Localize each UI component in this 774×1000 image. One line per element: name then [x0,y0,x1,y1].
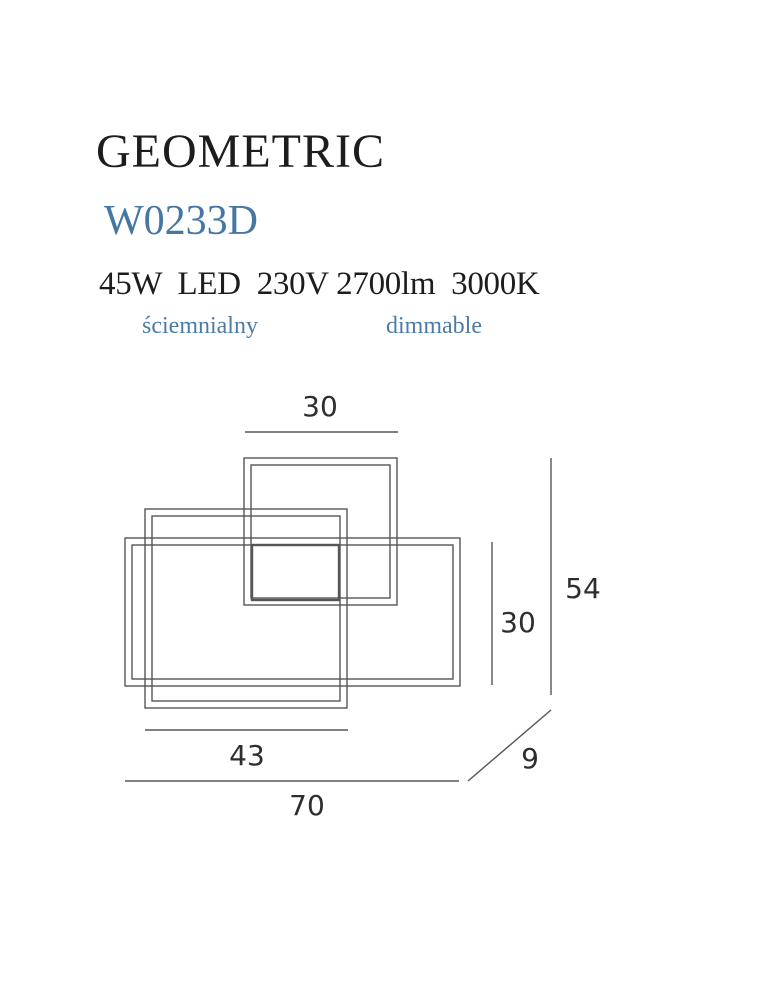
dimension-right-frame-height: 30 [500,606,536,639]
product-code: W0233D [104,198,258,244]
product-specs: 45W LED 230V 2700lm 3000K [99,266,540,302]
dimmable-label-pl: ściemnialny [142,313,258,339]
dimension-middle-frame-width: 43 [229,739,265,772]
frame-wide [125,538,460,686]
dimmable-label-en: dimmable [386,313,482,339]
center-mount-box [252,545,339,600]
dimension-top-frame-width: 30 [302,390,338,423]
product-name: GEOMETRIC [96,125,385,178]
frame-middle [145,509,347,708]
dimension-overall-height: 54 [565,572,601,605]
frame-top-square [244,458,397,605]
dimension-overall-width: 70 [289,789,325,822]
dimension-depth: 9 [521,742,539,775]
